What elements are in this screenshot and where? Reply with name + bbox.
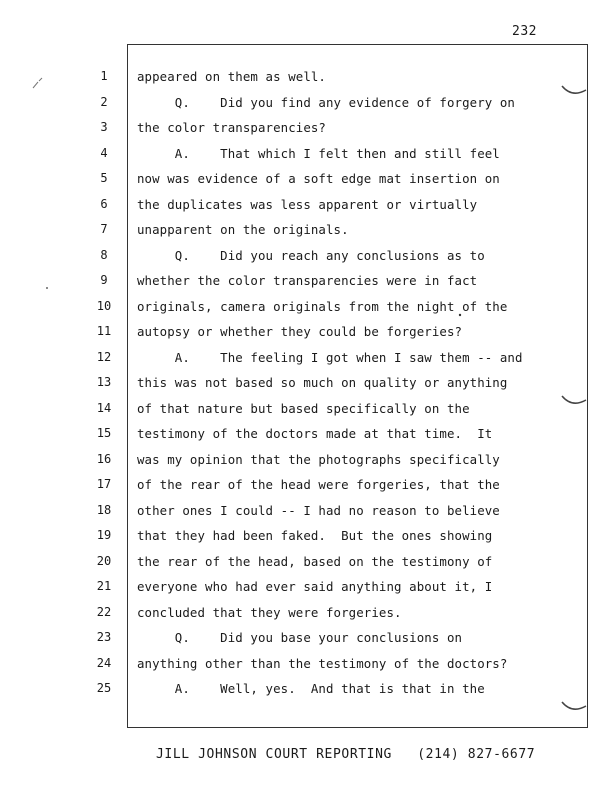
transcript-line: everyone who had ever said anything about it, I <box>137 579 493 594</box>
footer-reporter: JILL JOHNSON COURT REPORTING (214) 827-6677 <box>156 747 536 762</box>
transcript-line: A. That which I felt then and still feel <box>137 145 500 161</box>
line-number: 1 <box>100 69 108 83</box>
transcript-line: the color transparencies? <box>137 120 326 135</box>
transcript-line: now was evidence of a soft edge mat insertion on <box>137 171 500 186</box>
transcript-line: originals, camera originals from the night of the <box>137 298 508 314</box>
stray-dot <box>44 285 50 291</box>
transcript-line: concluded that they were forgeries. <box>137 604 402 620</box>
line-number: 3 <box>100 120 108 134</box>
transcript-line: Q. Did you base your conclusions on <box>137 630 463 645</box>
transcript-line: appeared on them as well. <box>137 69 326 84</box>
line-number: 16 <box>96 451 112 466</box>
line-number: 12 <box>96 349 112 364</box>
line-number: 23 <box>96 630 112 644</box>
transcript-line: testimony of the doctors made at that time. It <box>137 426 493 441</box>
page-number: 232 <box>512 24 537 39</box>
binding-mark <box>560 80 590 102</box>
transcript-line: that they had been faked. But the ones showing <box>137 528 493 543</box>
transcript-line: was my opinion that the photographs specifically <box>137 451 500 467</box>
line-number: 15 <box>96 426 112 440</box>
line-number: 22 <box>96 604 112 619</box>
stray-dot <box>457 312 463 318</box>
line-number: 4 <box>100 145 108 160</box>
transcript-line: autopsy or whether they could be forgeries? <box>137 324 463 339</box>
transcript-text <box>137 64 577 702</box>
line-number: 7 <box>100 222 108 236</box>
transcript-line: whether the color transparencies were in fact <box>137 273 478 288</box>
transcript-line: other ones I could -- I had no reason to believe <box>137 502 500 518</box>
line-number: 18 <box>96 502 112 517</box>
line-number: 13 <box>96 375 112 389</box>
transcript-line: of the rear of the head were forgeries, that the <box>137 477 500 492</box>
transcript-line: of that nature but based specifically on the <box>137 400 470 416</box>
line-number: 17 <box>96 477 112 491</box>
transcript-line: this was not based so much on quality or anything <box>137 375 508 390</box>
transcript-line: the rear of the head, based on the testimony of <box>137 553 493 569</box>
transcript-line: Q. Did you find any evidence of forgery on <box>137 94 515 110</box>
stray-mark <box>30 76 46 92</box>
transcript-line: Q. Did you reach any conclusions as to <box>137 247 485 263</box>
line-number: 11 <box>96 324 112 338</box>
line-number-column <box>94 64 114 702</box>
line-number: 24 <box>96 655 112 670</box>
transcript-line: unapparent on the originals. <box>137 222 349 237</box>
transcript-line: anything other than the testimony of the doctors? <box>137 655 508 671</box>
line-number: 25 <box>96 681 112 695</box>
line-number: 10 <box>96 298 112 313</box>
line-number: 8 <box>100 247 108 262</box>
line-number: 14 <box>96 400 112 415</box>
binding-mark <box>560 390 590 412</box>
line-number: 2 <box>100 94 108 109</box>
transcript-line: A. Well, yes. And that is that in the <box>137 681 485 696</box>
line-number: 5 <box>100 171 108 185</box>
transcript-line: the duplicates was less apparent or virtually <box>137 196 478 212</box>
line-number: 21 <box>96 579 112 593</box>
transcript-line: A. The feeling I got when I saw them -- and <box>137 349 523 365</box>
line-number: 19 <box>96 528 112 542</box>
line-number: 9 <box>100 273 108 287</box>
line-number: 6 <box>100 196 108 211</box>
line-number: 20 <box>96 553 112 568</box>
binding-mark <box>560 696 590 718</box>
